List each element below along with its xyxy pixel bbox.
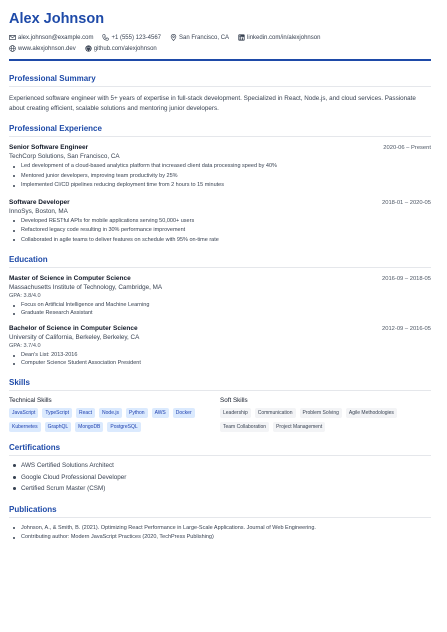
summary-heading: Professional Summary (9, 74, 431, 87)
education-bullet: Dean's List: 2013-2016 (21, 351, 431, 359)
skill-chip: AWS (152, 408, 169, 418)
gpa-text: GPA: 3.7/4.0 (9, 343, 41, 349)
skills-heading: Skills (9, 378, 431, 391)
job-bullet: Collaborated in agile teams to deliver features on schedule with 95% on-time rate (21, 236, 431, 246)
contact-phone-text: +1 (555) 123-4567 (111, 34, 162, 41)
job-title: Software Developer (9, 198, 70, 206)
resume-name: Alex Johnson (9, 11, 105, 27)
job-bullet: Implemented CI/CD pipelines reducing deployment time from 2 hours to 15 minutes (21, 181, 431, 191)
skill-chip: Python (126, 408, 148, 418)
education-bullet: Focus on Artificial Intelligence and Machine Learning (21, 301, 431, 309)
job-bullets (9, 217, 431, 246)
job-dates: 2018-01 – 2020-05 (382, 199, 431, 206)
soft-skill-chips (220, 408, 431, 432)
skill-chip: TypeScript (42, 408, 72, 418)
experience-heading: Professional Experience (9, 124, 431, 137)
education-entry (9, 325, 431, 367)
contact-email[interactable] (9, 34, 93, 41)
education-bullet: Computer Science Student Association President (21, 359, 431, 367)
contact-phone[interactable] (102, 34, 161, 41)
skill-chip: React (76, 408, 95, 418)
contact-row-1 (9, 32, 431, 43)
job-bullets (9, 162, 431, 191)
skill-chip: Leadership (220, 408, 251, 418)
education-bullet: Graduate Research Assistant (21, 309, 431, 317)
job-bullet: Developed RESTful APIs for mobile applications serving 50,000+ users (21, 217, 431, 227)
certification-item: AWS Certified Solutions Architect (21, 460, 431, 472)
publications-heading: Publications (9, 505, 431, 518)
contact-location-text: San Francisco, CA (179, 34, 230, 41)
degree-title: Bachelor of Science in Computer Science (9, 325, 138, 332)
technical-skills (9, 397, 220, 432)
job-bullet: Led development of a cloud-based analytics platform that increased client data processing speed by 40% (21, 162, 431, 172)
publication-item: Johnson, A., & Smith, B. (2021). Optimizing React Performance in Large-Scale Applications. Journal of Web Engineering. (21, 524, 431, 534)
education-bullets (9, 301, 431, 317)
skill-chip: Problem Solving (300, 408, 342, 418)
github-icon (85, 45, 92, 52)
contact-row-2 (9, 43, 431, 54)
education-dates: 2012-09 – 2016-05 (382, 326, 431, 332)
job-entry (9, 199, 431, 246)
job-bullet: Mentored junior developers, improving team productivity by 25% (21, 172, 431, 182)
job-title: Senior Software Engineer (9, 144, 89, 151)
skills-block (9, 397, 431, 432)
skill-chip: MongoDB (75, 422, 103, 432)
gpa-text: GPA: 3.8/4.0 (9, 293, 41, 299)
job-company: TechCorp Solutions, San Francisco, CA (9, 153, 120, 160)
linkedin-icon (238, 34, 245, 41)
soft-skills (220, 397, 431, 432)
skill-chip: Kubernetes (9, 422, 41, 432)
skill-chip: Project Management (273, 422, 325, 432)
skill-chip: Communication (255, 408, 296, 418)
certifications-list (9, 460, 431, 495)
education-heading: Education (9, 255, 431, 268)
skill-chip: Team Collaboration (220, 422, 269, 432)
contact-location (170, 34, 229, 41)
job-bullet: Refactored legacy code resulting in 30% performance improvement (21, 226, 431, 236)
contact-website-text: www.alexjohnson.dev (18, 45, 76, 52)
phone-icon (102, 34, 109, 41)
contact-github-text: github.com/alexjohnson (93, 45, 157, 52)
publication-item: Contributing author: Modern JavaScript Practices (2020, TechPress Publishing) (21, 533, 431, 543)
contact-github[interactable] (85, 45, 157, 52)
skill-chip: JavaScript (9, 408, 38, 418)
header-divider (9, 59, 431, 61)
technical-skills-title: Technical Skills (9, 397, 52, 404)
technical-skill-chips (9, 408, 220, 432)
skill-chip: Docker (173, 408, 195, 418)
certification-item: Google Cloud Professional Developer (21, 472, 431, 484)
summary-text: Experienced software engineer with 5+ years of expertise in full-stack development. Specialized in React, Node.js, and cloud services. Passionate about creating efficient, scalable solutions and mentoring junior developers. (9, 95, 416, 112)
job-entry (9, 144, 431, 191)
contact-email-text: alex.johnson@example.com (18, 34, 94, 41)
school-name: Massachusetts Institute of Technology, Cambridge, MA (9, 284, 163, 291)
publications-list (9, 524, 431, 543)
location-pin-icon (170, 34, 177, 41)
certification-item: Certified Scrum Master (CSM) (21, 483, 431, 495)
globe-icon (9, 45, 16, 52)
school-name: University of California, Berkeley, Berkeley, CA (9, 334, 140, 341)
mail-icon (9, 34, 16, 41)
contact-linkedin[interactable] (238, 34, 320, 41)
job-dates: 2020-06 – Present (383, 145, 431, 151)
skill-chip: GraphQL (45, 422, 72, 432)
soft-skills-title: Soft Skills (220, 397, 248, 404)
degree-title: Master of Science in Computer Science (9, 275, 131, 282)
job-company: InnoSys, Boston, MA (9, 207, 68, 215)
education-dates: 2016-09 – 2018-05 (382, 276, 431, 282)
education-bullets (9, 351, 431, 367)
contact-linkedin-text: linkedin.com/in/alexjohnson (247, 34, 321, 41)
education-entry (9, 275, 431, 317)
skill-chip: PostgreSQL (107, 422, 140, 432)
skill-chip: Node.js (99, 408, 122, 418)
certifications-heading: Certifications (9, 443, 431, 456)
contact-website[interactable] (9, 45, 76, 52)
skill-chip: Agile Methodologies (346, 408, 397, 418)
